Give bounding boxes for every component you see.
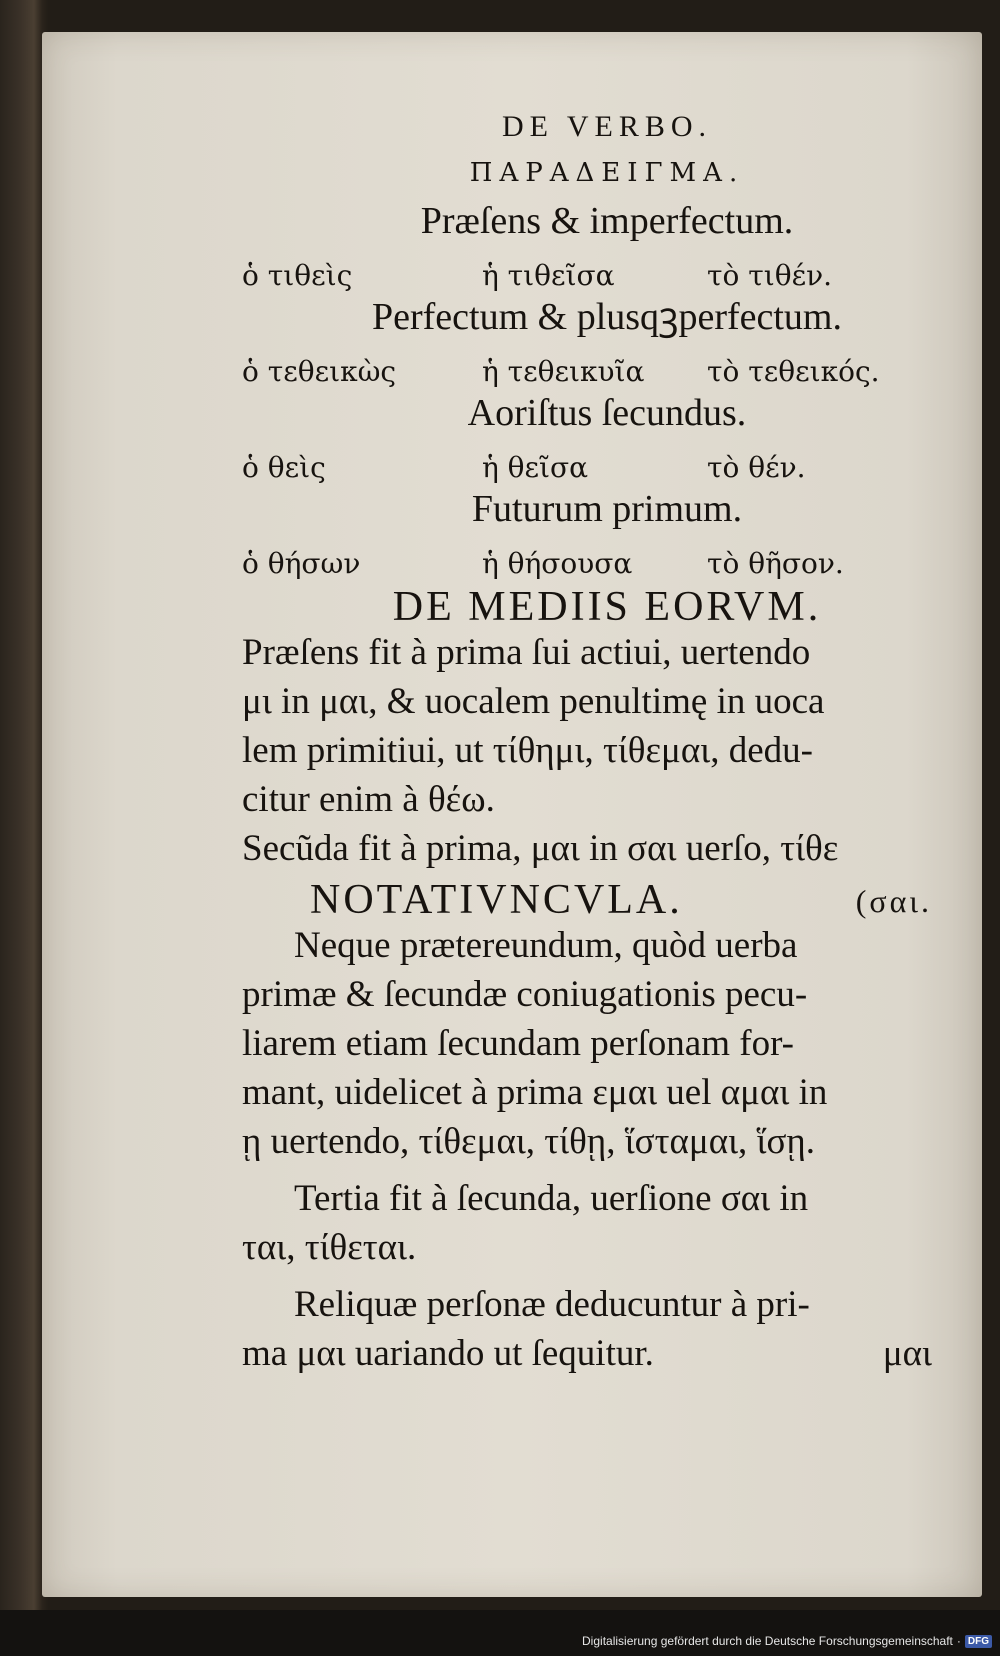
- feminine-form: ἡ τεθεικυῖα: [482, 354, 645, 388]
- feminine-form: ἡ θεῖσα: [482, 450, 589, 484]
- text-line: ῃ uertendo, τίθεμαι, τίθῃ, ἵσταμαι, ἵσῃ.: [242, 1121, 816, 1162]
- secunda-line: Secũda fit à prima, μαι in σαι uerſo, τίθε: [242, 828, 839, 869]
- paradigm-block: [242, 202, 972, 586]
- text-line: Tertia fit à ſecunda, uerſione σαι in: [294, 1178, 809, 1219]
- digitization-credit: Digitalisierung gefördert durch die Deutsche Forschungsgemeinschaft · DFG: [582, 1634, 992, 1648]
- participle-forms: [242, 252, 972, 298]
- credit-text: Digitalisierung gefördert durch die Deutsche Forschungsgemeinschaft: [582, 1634, 953, 1648]
- dfg-logo-icon: DFG: [965, 1635, 992, 1648]
- text-line: ται, τίθεται.: [242, 1227, 417, 1268]
- mediis-paragraph: [242, 634, 972, 830]
- carried-ending: (σαι.: [855, 883, 932, 919]
- text-line-with-catchword: [242, 1335, 972, 1384]
- feminine-form: ἡ θήσουσα: [482, 546, 633, 580]
- text-line: Neque prætereundum, quòd uerba: [294, 925, 798, 966]
- reliquae-paragraph: [242, 1286, 972, 1384]
- text-line: mant, uidelicet à prima εμαι uel αμαι in: [242, 1072, 828, 1113]
- neuter-form: τὸ θῆσον.: [707, 546, 844, 580]
- masculine-form: ὁ τιθεὶς: [242, 258, 353, 292]
- tense-heading: Futurum primum.: [471, 488, 743, 530]
- text-line: lem primitiui, ut τίθημι, τίθεμαι, dedu-: [242, 730, 813, 771]
- notatiuncula-title: NOTATIVNCVLA.: [310, 877, 683, 923]
- text-line: μι in μαι, & uocalem penultimę in uoca: [242, 681, 825, 722]
- text-line: Præſens fit à prima ſui actiui, uertendo: [242, 632, 811, 673]
- text-line: citur enim à θέω.: [242, 779, 495, 820]
- participle-forms: [242, 348, 972, 394]
- book-page: [42, 32, 982, 1597]
- page-text: [242, 112, 972, 1384]
- catchword: μαι: [882, 1333, 932, 1374]
- neuter-form: τὸ θέν.: [707, 450, 806, 484]
- tense-heading: Præſens & imperfectum.: [420, 200, 794, 242]
- participle-forms: [242, 540, 972, 586]
- masculine-form: ὁ θήσων: [242, 546, 361, 580]
- section-heading: DE MEDIIS EORVM.: [392, 584, 822, 630]
- neque-paragraph: [242, 927, 972, 1172]
- masculine-form: ὁ τεθεικὼς: [242, 354, 397, 388]
- masculine-form: ὁ θεὶς: [242, 450, 326, 484]
- text-line: liarem etiam ſecundam perſonam for-: [242, 1023, 794, 1064]
- tertia-paragraph: [242, 1180, 972, 1278]
- neuter-form: τὸ τιθέν.: [707, 258, 833, 292]
- paradigm-title: ΠΑΡΑΔΕΙΓΜΑ.: [469, 158, 745, 188]
- notatiuncula-heading: [242, 879, 972, 927]
- text-line: Reliquæ perſonæ deducuntur à pri-: [294, 1284, 810, 1325]
- neuter-form: τὸ τεθεικός.: [707, 354, 880, 388]
- running-head: DE VERBO.: [501, 110, 713, 143]
- participle-forms: [242, 444, 972, 490]
- tense-heading: Aoriſtus ſecundus.: [467, 392, 747, 434]
- text-line: ma μαι uariando ut ſequitur.: [242, 1333, 654, 1374]
- feminine-form: ἡ τιθεῖσα: [482, 258, 615, 292]
- tense-heading: Perfectum & plusqꝫperfectum.: [371, 296, 842, 338]
- text-line: primæ & ſecundæ coniugationis pecu-: [242, 974, 808, 1015]
